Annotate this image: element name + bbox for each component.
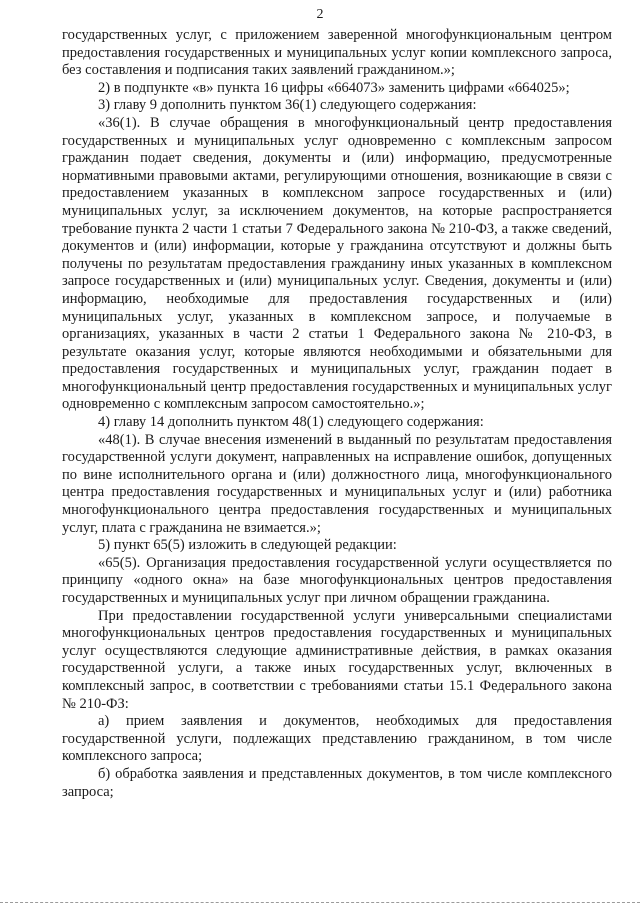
paragraph-clause-36-1: «36(1). В случае обращения в многофункциональный центр предоставления государственных и муниципальных услуг одновременно с комплексным запросом гражданин подает сведения, документы и (или) информацию, предусмотренные нормативными правовыми актами, регулирующими отношения, возникающие в связи с предоставлением указанных в комплексном запросе государственных и (или) муниципальных услуг, за исключением документов, на которые распространяется требование пункта 2 части 1 статьи 7 Федерального закона № 210-ФЗ, а также сведений, документов и (или) информации, которые у гражданина отсутствуют и должны быть получены по результатам предоставления гражданину иных указанных в комплексном запросе государственных и (или) муниципальных услуг. Сведения, документы и (или) информацию, необходимые для предоставления государственных и (или) муниципальных услуг, указанных в комплексном запросе, и получаемые в организациях, указанных в части 2 статьи 1 Федерального закона № 210-ФЗ, в результате оказания услуг, которые являются необходимыми и обязательными для предоставления государственных и муниципальных услуг, гражданин подает в многофункциональный центр предоставления государственных и муниципальных услуг одновременно с комплексным запросом самостоятельно.»; <box>62 114 612 413</box>
page-number: 2 <box>316 7 324 22</box>
paragraph-item-4: 4) главу 14 дополнить пунктом 48(1) следующего содержания: <box>98 414 484 431</box>
paragraph-subitem-b: б) обработка заявления и представленных документов, в том числе комплексного запроса; <box>62 765 612 800</box>
paragraph-clause-65-5: «65(5). Организация предоставления государственной услуги осуществляется по принципу «одного окна» на базе многофункциональных центров предоставления государственных и муниципальных услуг при личном обращении гражданина. <box>62 554 612 606</box>
paragraph-item-5: 5) пункт 65(5) изложить в следующей редакции: <box>98 537 397 554</box>
document-body <box>62 27 612 801</box>
paragraph-item-2: 2) в подпункте «в» пункта 16 цифры «664073» заменить цифрами «664025»; <box>98 79 570 96</box>
page-bottom-rule <box>0 902 640 903</box>
paragraph-administrative-actions: При предоставлении государственной услуги универсальными специалистами многофункциональных центров предоставления государственных и муниципальных услуг осуществляются следующие административные действия, в рамках оказания государственной услуги, а также иных государственных услуг, включенных в комплексный запрос, в соответствии с требованиями статьи 15.1 Федерального закона № 210-ФЗ: <box>62 607 612 712</box>
paragraph-item-3: 3) главу 9 дополнить пунктом 36(1) следующего содержания: <box>98 97 477 114</box>
paragraph-continuation: государственных услуг, с приложением заверенной многофункциональным центром предоставления государственных и муниципальных услуг копии комплексного запроса, без составления и подписания таких заявлений гражданином.»; <box>62 27 612 79</box>
paragraph-clause-48-1: «48(1). В случае внесения изменений в выданный по результатам предоставления государственной услуги документ, направленных на исправление ошибок, допущенных по вине исполнительного органа и (или) должностного лица, многофункционального центра предоставления государственных и муниципальных услуг и (или) работника многофункционального центра предоставления государственных и муниципальных услуг, плата с гражданина не взимается.»; <box>62 431 612 536</box>
paragraph-subitem-a: а) прием заявления и документов, необходимых для предоставления государственной услуги, подлежащих представлению гражданином, в том числе комплексного запроса; <box>62 713 612 765</box>
